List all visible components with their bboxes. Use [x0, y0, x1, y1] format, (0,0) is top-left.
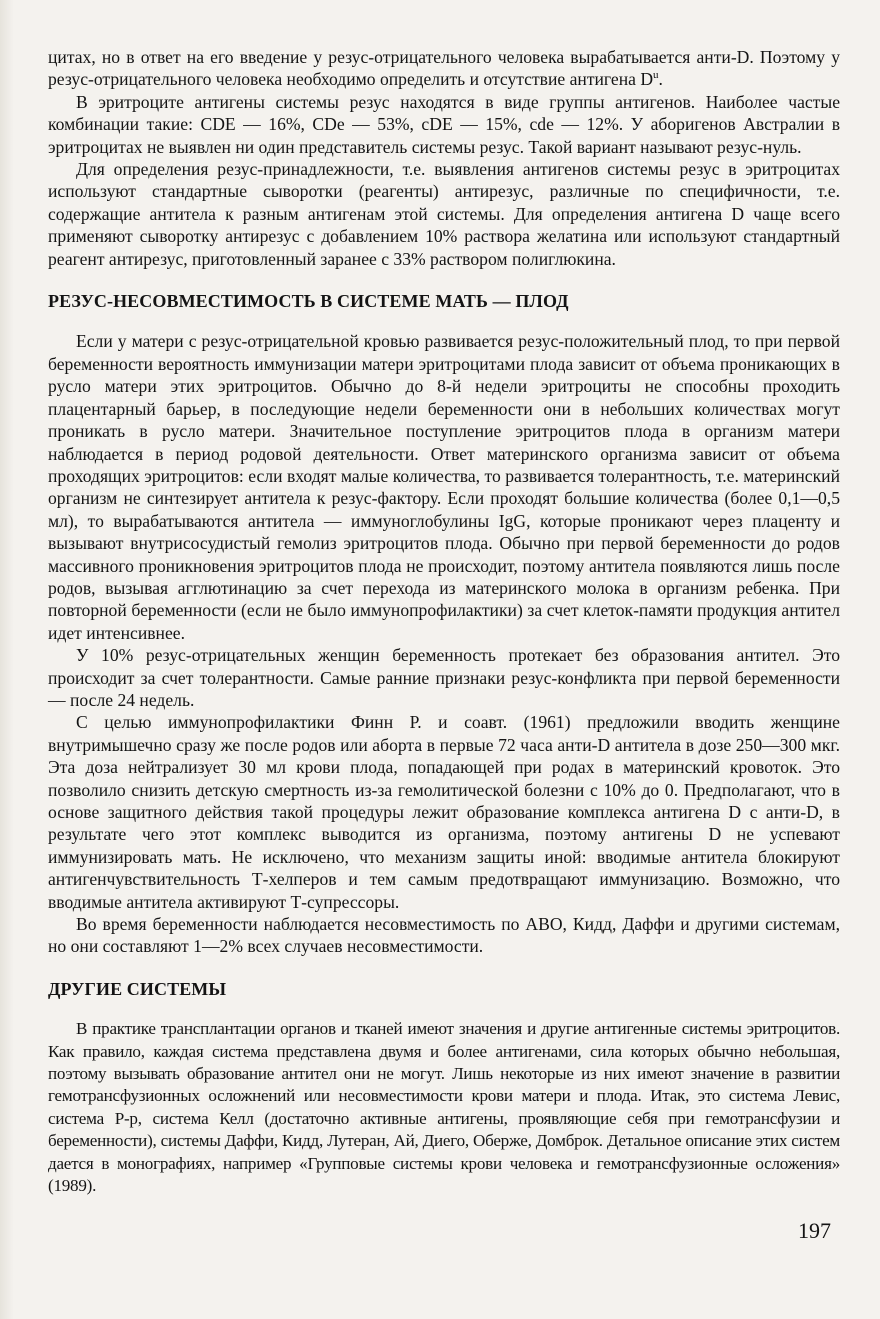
paragraph-mid-3: С целью иммунопрофилактики Финн Р. и соавт. (1961) предложили вводить женщине внутримышечно сразу же после родов или аборта в первые 72 часа анти-D антитела в дозе 250—300 мкг. Эта доза нейтрализует 30 мл крови плода, попадающей при родах в материнский кровоток. Это позволило снизить детскую смертность из-за гемолитической болезни с 10% до 0. Предполагают, что в основе защитного действия такой процедуры лежит образование комплекса антигена D с анти-D, в результате чего этот комплекс выводится из организма, поэтому антигены D не успевают иммунизировать мать. Не исключено, что механизм защиты иной: вводимые антитела блокируют антигенчувствительность Т-хелперов и тем самым предотвращают иммунизацию. Возможно, что вводимые антитела активируют Т-супрессоры. — [48, 712, 840, 912]
paragraph-mid-4: Во время беременности наблюдается несовместимость по АВО, Кидд, Даффи и другими системам, но они составляют 1—2% всех случаев несовместимости. — [48, 914, 840, 957]
paragraph-mid-2: У 10% резус-отрицательных женщин беременность протекает без образования антител. Это происходит за счет толерантности. Самые ранние признаки резус-конфликта при первой беременности — после 24 недель. — [48, 645, 840, 710]
paragraph-top-3: Для определения резус-принадлежности, т.е. выявления антигенов системы резус в эритроцитах используют стандартные сыворотки (реагенты) антирезус, различные по специфичности, т.е. содержащие антитела к разным антигенам этой системы. Для определения антигена D чаще всего применяют сыворотку антирезус с добавлением 10% раствора желатина или используют стандартный реагент антирезус, приготовленный заранее с 33% раствором полиглюкина. — [48, 159, 840, 269]
section-heading-other-systems: ДРУГИЕ СИСТЕМЫ — [48, 978, 227, 999]
section-heading-rhesus-incompatibility: РЕЗУС-НЕСОВМЕСТИМОСТЬ В СИСТЕМЕ МАТЬ — ПЛОД — [48, 291, 569, 312]
paragraph-top-1: цитах, но в ответ на его введение у резус-отрицательного человека вырабатывается анти-D. Поэтому у резус-отрицательного человека необходимо определить и отсутствие антигена $D^u$. — [48, 47, 840, 90]
paragraph-top-2: В эритроците антигены системы резус находятся в виде группы антигенов. Наиболее частые комбинации такие: CDE — 16%, CDe — 53%, cDE — 15%, cde — 12%. У аборигенов Австралии в эритроцитах не выявлен ни один представитель системы резус. Такой вариант называют резус-нуль. — [48, 91, 840, 157]
scan-edge-shadow — [0, 0, 14, 1319]
page-number: 197 — [798, 1218, 831, 1243]
page-body — [48, 46, 840, 1198]
paragraph-mid-1: Если у матери с резус-отрицательной кровью развивается резус-положительный плод, то при первой беременности вероятность иммунизации матери эритроцитами плода зависит от объема проникающих в русло матери этих эритроцитов. Обычно до 8-й недели эритроциты не способны проходить плацентарный барьер, в последующие недели беременности они в небольших количествах могут проникать в русло матери. Значительное поступление эритроцитов плода в организм матери наблюдается в период родовой деятельности. Ответ материнского организма зависит от объема проходящих эритроцитов: если входят малые количества, то развивается толерантность, т.е. материнский организм не синтезирует антитела к резус-фактору. Если проходят большие количества (более 0,1—0,5 мл), то вырабатываются антитела — иммуноглобулины IgG, которые проникают через плаценту и вызывают внутрисосудистый гемолиз эритроцитов плода. Обычно при первой беременности до родов массивного проникновения эритроцитов плода не происходит, поэтому антитела появляются лишь после родов, вызывая агглютинацию за счет перехода из материнского молока в организм ребенка. При повторной беременности (если не было иммунопрофилактики) за счет клеток-памяти продукция антител идет интенсивнее. — [48, 331, 840, 643]
paragraph-last: В практике трансплантации органов и тканей имеют значения и другие антигенные системы эритроцитов. Как правило, каждая система представлена двумя и более антигенами, сила которых обычно небольшая, поэтому вызывать образование антител они не могут. Лишь некоторые из них имеют значение в развитии гемотрансфузионных осложнений или несовместимости крови матери и плода. Итак, это система Левис, система Р-р, система Келл (достаточно активные антигены, проявляющие себя при гемотрансфузии и беременности), системы Даффи, Кидд, Лутеран, Ай, Диего, Оберже, Домброк. Детальное описание этих систем дается в монографиях, например «Групповые системы крови человека и гемотрансфузионные осложения» (1989). — [48, 1019, 840, 1196]
